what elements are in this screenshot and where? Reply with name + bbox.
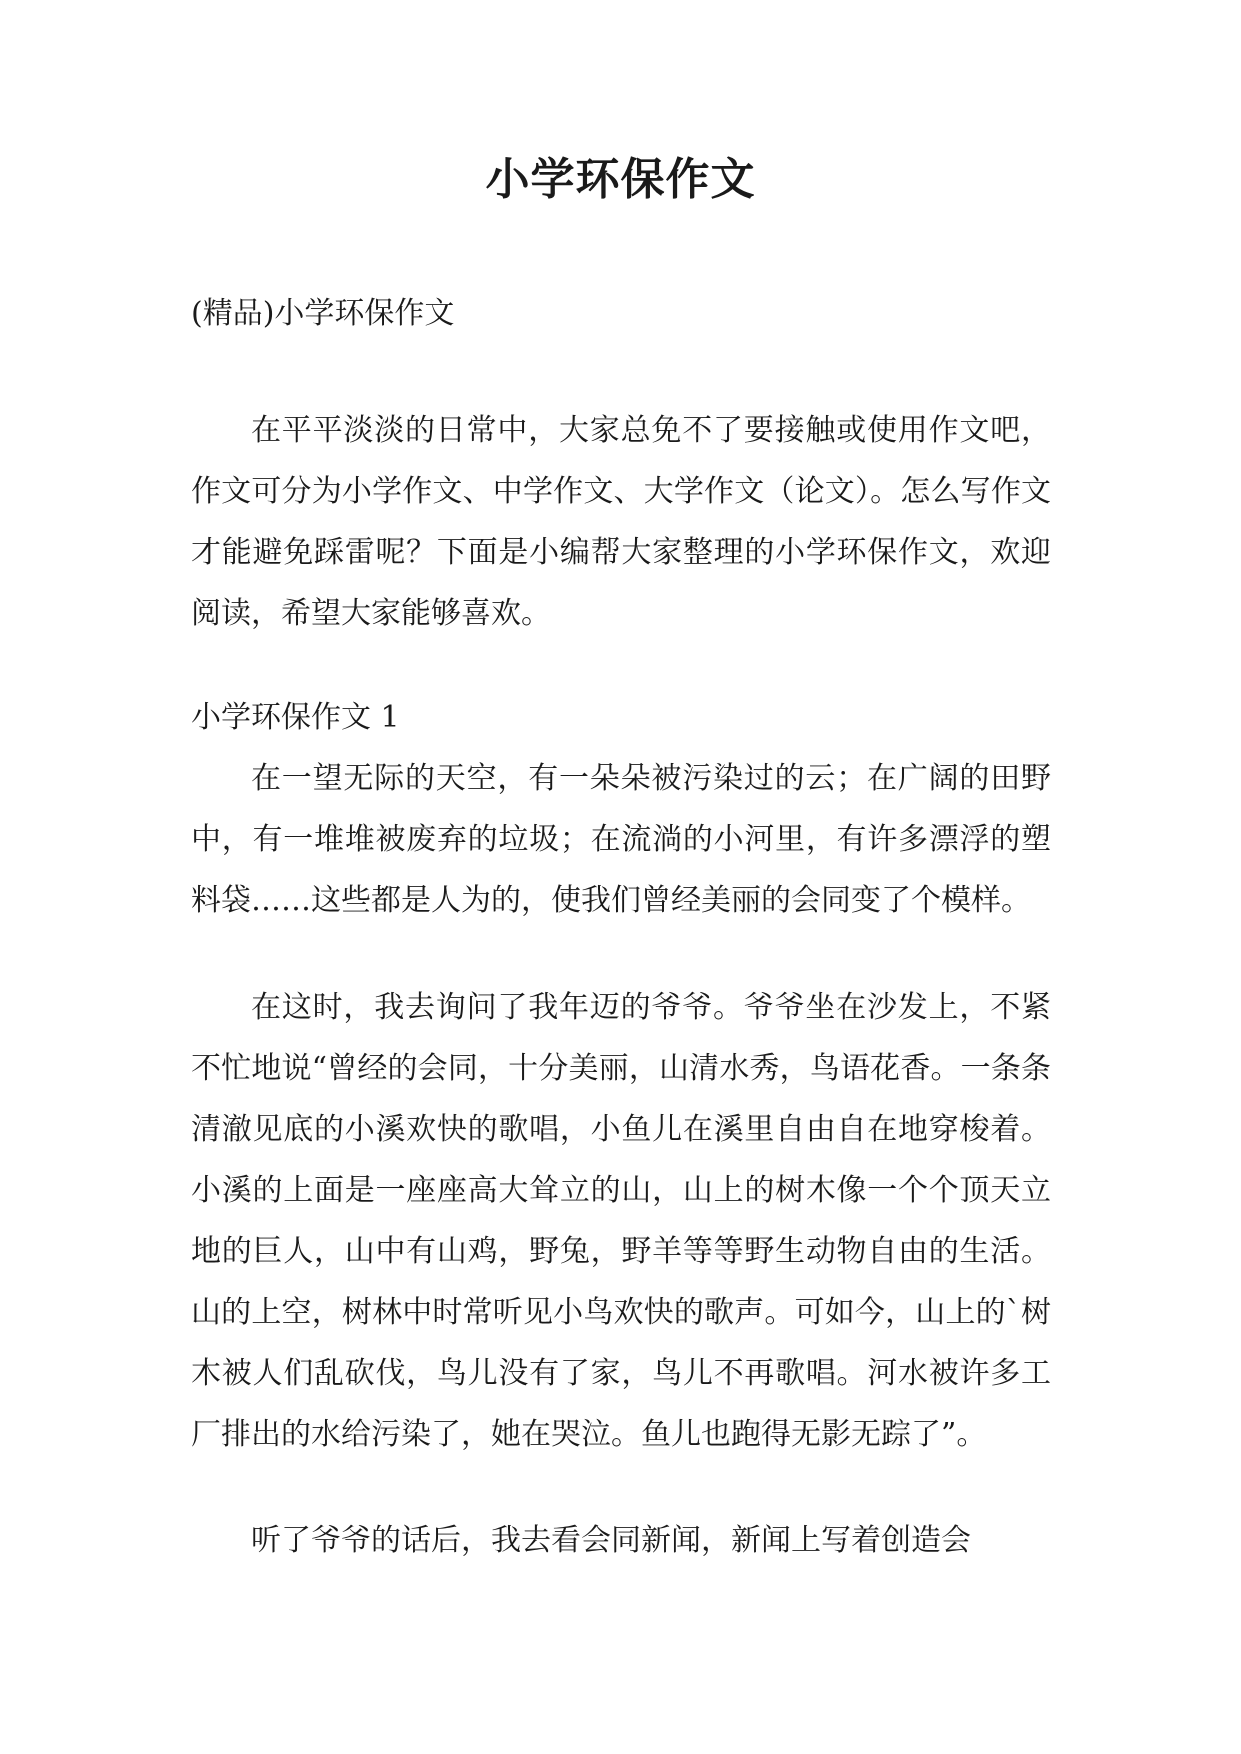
document-subtitle: (精品)小学环保作文 (191, 296, 455, 331)
document-title: 小学环保作文 (485, 154, 756, 205)
intro-paragraph: 在平平淡淡的日常中，大家总免不了要接触或使用作文吧，作文可分为小学作文、中学作文、大学作文（论文）。怎么写作文才能避免踩雷呢？下面是小编帮大家整理的小学环保作文，欢迎阅读，希望大家能够喜欢。 (191, 413, 1051, 631)
body-paragraph-1: 在一望无际的天空，有一朵朵被污染过的云；在广阔的田野中，有一堆堆被废弃的垃圾；在流淌的小河里，有许多漂浮的塑料袋……这些都是人为的，使我们曾经美丽的会同变了个模样。 (191, 761, 1051, 918)
body-paragraph-3: 听了爷爷的话后，我去看会同新闻，新闻上写着创造会 (251, 1523, 971, 1558)
body-paragraph-2: 在这时，我去询问了我年迈的爷爷。爷爷坐在沙发上，不紧不忙地说“曾经的会同，十分美丽，山清水秀，鸟语花香。一条条清澈见底的小溪欢快的歌唱，小鱼儿在溪里自由自在地穿梭着。小溪的上面是一座座高大耸立的山，山上的树木像一个个顶天立地的巨人，山中有山鸡，野兔，野羊等等野生动物自由的生活。山的上空，树林中时常听见小鸟欢快的歌声。可如今，山上的`树木被人们乱砍伐，鸟儿没有了家，鸟儿不再歌唱。河水被许多工厂排出的水给污染了，她在哭泣。鱼儿也跑得无影无踪了”。 (191, 990, 1051, 1452)
section-heading: 小学环保作文 1 (191, 700, 400, 735)
